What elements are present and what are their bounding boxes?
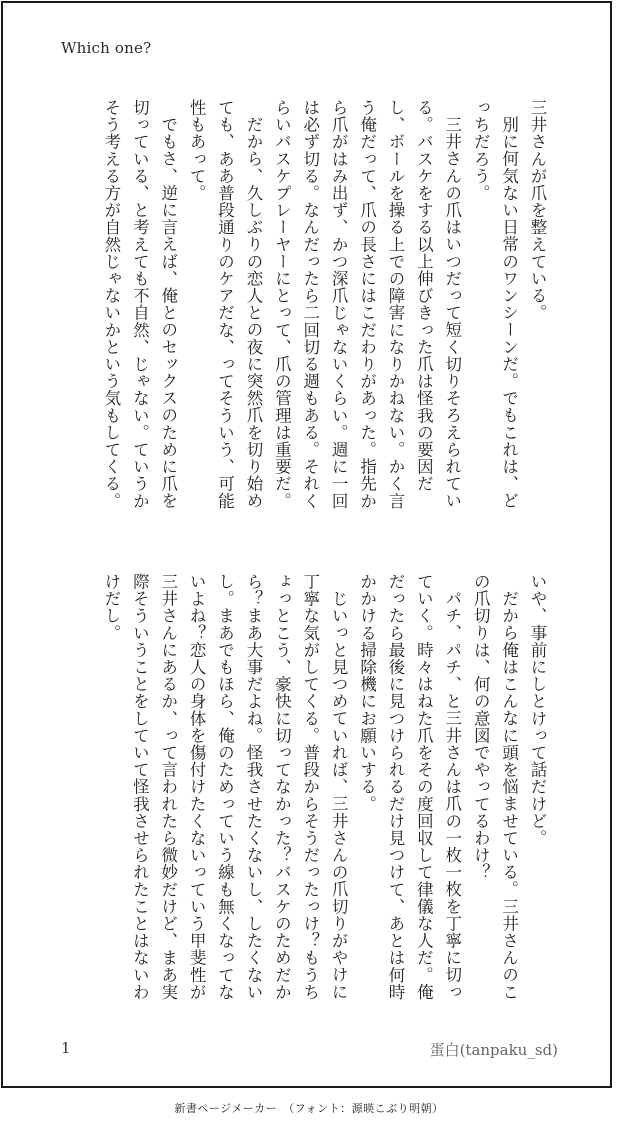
upper-text-block [51,99,551,513]
paragraph: じいっと見つめていれば、三井さんの爪切りがやけに丁寧な気がしてくる。普段からそうだったっけ？もうちょっとこう、豪快に切ってなかった？バスケのためだから？まあ大事だよね。怪我させたくないし、したくないし。まあでもほら、俺のためっていう線も無くなってないよね？恋人の身体を傷付けたくないっていう甲斐性が三井さんにあるか、って言われたら微妙だけど、まあ実際そういうことをしていて怪我させられたことはないわけだし。 [101,573,349,1001]
paragraph: だから、久しぶりの恋人との夜に突然爪を切り始めても、ああ普段通りのケアだな、ってそういう、可能性もあって。 [187,99,263,510]
paragraph: 三井さんの爪はいつだって短く切りそろえられている。バスケをする以上伸びきった爪は怪我の要因だし、ボールを操る上での障害になりかねない。かく言う俺だって、爪の長さにはこだわりがあった。指先から爪がはみ出ず、かつ深爪じゃないくらい。週に一回は必ず切る。なんだったら二回切る週もある。それくらいバスケプレーヤーにとって、爪の管理は重要だ。 [272,99,462,510]
paragraph: でもさ、逆に言えば、俺とのセックスのために爪を切っている、と考えても不自然、じゃない。ていうかそう考える方が自然じゃないかという気もしてくる。 [101,99,178,510]
footer-credit: 新書ページメーカー （フォント：源暎こぶり明朝） [174,1102,444,1115]
book-page [1,1,612,1088]
paragraph: いや、事前にしとけって話だけど。 [528,573,547,847]
paragraph: だから俺はこんなに頭を悩ませている。三井さんのこの爪切りは、何の意図でやってるわけ？ [471,573,519,1000]
author-credit: 蛋白(tanpaku_sd) [429,1041,558,1059]
page-number: 1 [61,1039,71,1057]
paragraph: パチ、パチ、と三井さんは爪の一枚一枚を丁寧に切っていく。時々はねた爪をその度回収して律儀な人だ。俺だったら最後に見つけられるだけ見つけて、あとは何時かかける掃除機にお願いする。 [357,573,462,1001]
paragraph: 三井さんが爪を整えている。 [528,99,547,322]
paragraph: 別に何気ない日常のワンシーンだ。でもこれは、どっちだろう。 [471,99,519,509]
lower-text-block [51,573,551,1013]
page-title: Which one? [61,39,152,57]
